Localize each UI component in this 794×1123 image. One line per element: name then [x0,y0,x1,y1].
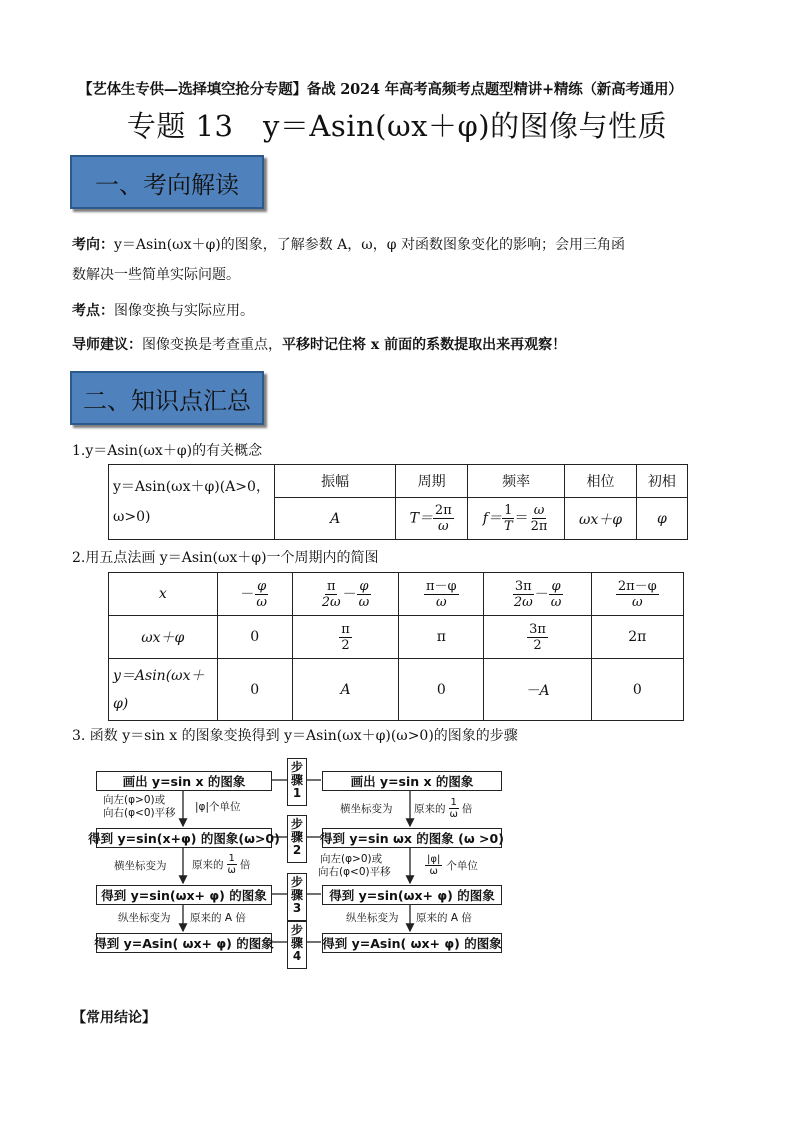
r3c1: 0 [217,659,292,721]
left-label-2-den: ω [227,865,236,876]
header-init-phase: 初相 [636,465,687,498]
x4-sign: － [534,586,549,602]
right-label-2-frac [425,854,442,877]
right-label-1a: 横坐标变为 [340,803,393,815]
x5-den: ω [632,594,643,610]
right-box-3: 得到 y=sin(ωx+ φ) 的图象 [322,885,502,905]
row-y-label-1: y＝Asin(ωx＋ [113,667,205,684]
right-label-2-num: |φ| [427,854,441,865]
cell-phase: ωx＋φ [565,498,636,540]
x3-num: π－φ [425,578,457,594]
r3c5: 0 [591,659,683,721]
left-label-1b: 向右(φ<0)平移 [103,807,176,819]
r2c2-den: 2 [341,637,350,653]
r2c3: π [399,616,484,659]
x4-den-a: 2ω [513,594,533,610]
step-4-text: 步骤4 [290,923,303,963]
step-2-text: 步骤2 [290,817,303,857]
x1-sign: － [240,586,255,602]
cell-init-phase: φ [636,498,687,540]
period-pre: T＝ [409,510,433,527]
row-x-label: x [109,573,218,616]
right-label-1-num: 1 [450,797,457,808]
freq-num1: 1 [504,503,513,518]
kaoxiang-paragraph-2: 数解决一些简单实际问题。 [72,267,240,283]
freq-den2: 2π [530,519,548,534]
right-label-2b: 向右(φ<0)平移 [318,866,391,878]
point1-title: 1.y＝Asin(ωx＋φ)的有关概念 [72,443,263,459]
header-frequency: 频率 [467,465,565,498]
left-label-1c: |φ|个单位 [195,801,241,813]
kaoxiang-text1: y＝Asin(ωx＋φ)的图象，了解参数 A，ω，φ 对函数图象变化的影响；会用三角函 [114,237,625,253]
page-title: 专题 13 y＝Asin(ωx＋φ)的图像与性质 [126,109,668,143]
cell-amplitude: A [274,498,396,540]
x2-sign: － [342,586,357,602]
header-phase: 相位 [565,465,636,498]
right-label-3a: 纵坐标变为 [346,912,399,924]
x2-den-a: 2ω [321,594,341,610]
section-heading-1-text: 一、考向解读 [95,170,239,199]
row-y-label-2: φ) [113,695,129,712]
advice-label: 导师建议： [72,337,142,353]
right-label-2a: 向左(φ>0)或 [320,853,383,865]
period-num: 2π [434,503,452,518]
x4-den-b: ω [550,594,562,610]
x3-den: ω [435,594,447,610]
x4-num-a: 3π [514,578,532,594]
r2c1: 0 [217,616,292,659]
kaodian-text: 图像变换与实际应用。 [114,303,254,319]
x4-num-b: φ [551,578,561,594]
right-label-1-den: ω [449,809,458,820]
doc-header: 【艺体生专供—选择填空抢分专题】备战 2024 年高考高频考点题型精讲+精练（新高考通用） [78,81,683,98]
right-label-2 [425,854,478,877]
right-label-2c: 个单位 [446,859,478,872]
step-4-box [287,921,307,969]
right-box-1: 画出 y=sin x 的图象 [322,771,502,791]
left-label-2a: 横坐标变为 [114,860,167,872]
r2c4-den: 2 [533,637,542,653]
left-label-2c: 倍 [239,858,251,871]
left-label-2-frac [226,853,238,876]
right-label-1b: 原来的 [414,802,446,815]
point2-title: 2.用五点法画 y＝Asin(ωx＋φ)一个周期内的简图 [72,550,379,566]
r2c5: 2π [591,616,683,659]
x5-num: 2π－φ [617,578,657,594]
freq-pre: f＝ [482,510,502,527]
step-3-text: 步骤3 [290,875,303,915]
x2-num-b: φ [359,578,369,594]
right-label-3b: 原来的 A 倍 [416,912,472,924]
left-label-3a: 纵坐标变为 [118,912,171,924]
left-label-2 [192,853,250,876]
row-phase-label: ωx＋φ [109,616,218,659]
left-box-3: 得到 y=sin(ωx+ φ) 的图象 [96,885,272,905]
right-label-1 [414,797,472,820]
left-box-2: 得到 y=sin(x+φ) 的图象(ω>0) [96,828,272,848]
step-2-box [287,815,307,863]
freq-num2: ω [533,503,545,518]
kaoxiang-label: 考向： [72,237,114,253]
step-1-text: 步骤1 [290,760,303,800]
left-label-2b: 原来的 [192,858,224,871]
advice-text2: 平移时记住将 x 前面的系数提取出来再观察！ [282,337,567,353]
right-label-2-den: ω [429,866,438,877]
right-box-4: 得到 y=Asin( ωx+ φ) 的图象 [322,933,502,953]
r3c3: 0 [399,659,484,721]
freq-den1: T [503,519,513,534]
period-den: ω [438,519,449,534]
right-label-1-frac [448,797,460,820]
x2-den-b: ω [358,594,370,610]
left-label-1a: 向左(φ>0)或 [103,794,166,806]
left-box-1: 画出 y=sin x 的图象 [96,771,272,791]
advice-text1: 图像变换是考查重点， [142,337,282,353]
r3c2: A [292,659,398,721]
step-3-box [287,873,307,921]
table1-left1: y＝Asin(ωx＋φ)(A>0， [113,479,270,495]
section-heading-2-text: 二、知识点汇总 [83,386,251,415]
left-label-3b: 原来的 A 倍 [190,912,246,924]
r2c2-num: π [341,621,350,637]
right-box-2: 得到 y=sin ωx 的图象 (ω >0) [322,828,502,848]
right-label-1c: 倍 [461,802,473,815]
header-amplitude: 振幅 [274,465,396,498]
x2-num-a: π [326,578,336,594]
header-period: 周期 [396,465,467,498]
step-1-box [287,758,307,806]
conclusion-heading: 【常用结论】 [72,1010,156,1026]
x1-num: φ [257,578,267,594]
kaodian-label: 考点： [72,303,114,319]
table1-left2: ω>0) [113,509,151,525]
freq-eq: ＝ [514,510,529,527]
left-box-4: 得到 y=Asin( ωx+ φ) 的图象 [96,933,272,953]
x1-den: ω [256,594,268,610]
r3c4: －A [484,659,591,721]
left-label-2-num: 1 [228,853,235,864]
r2c4-num: 3π [529,621,546,637]
point3-title: 3. 函数 y＝sin x 的图象变换得到 y＝Asin(ωx＋φ)(ω>0)的图象的步骤 [72,728,518,744]
